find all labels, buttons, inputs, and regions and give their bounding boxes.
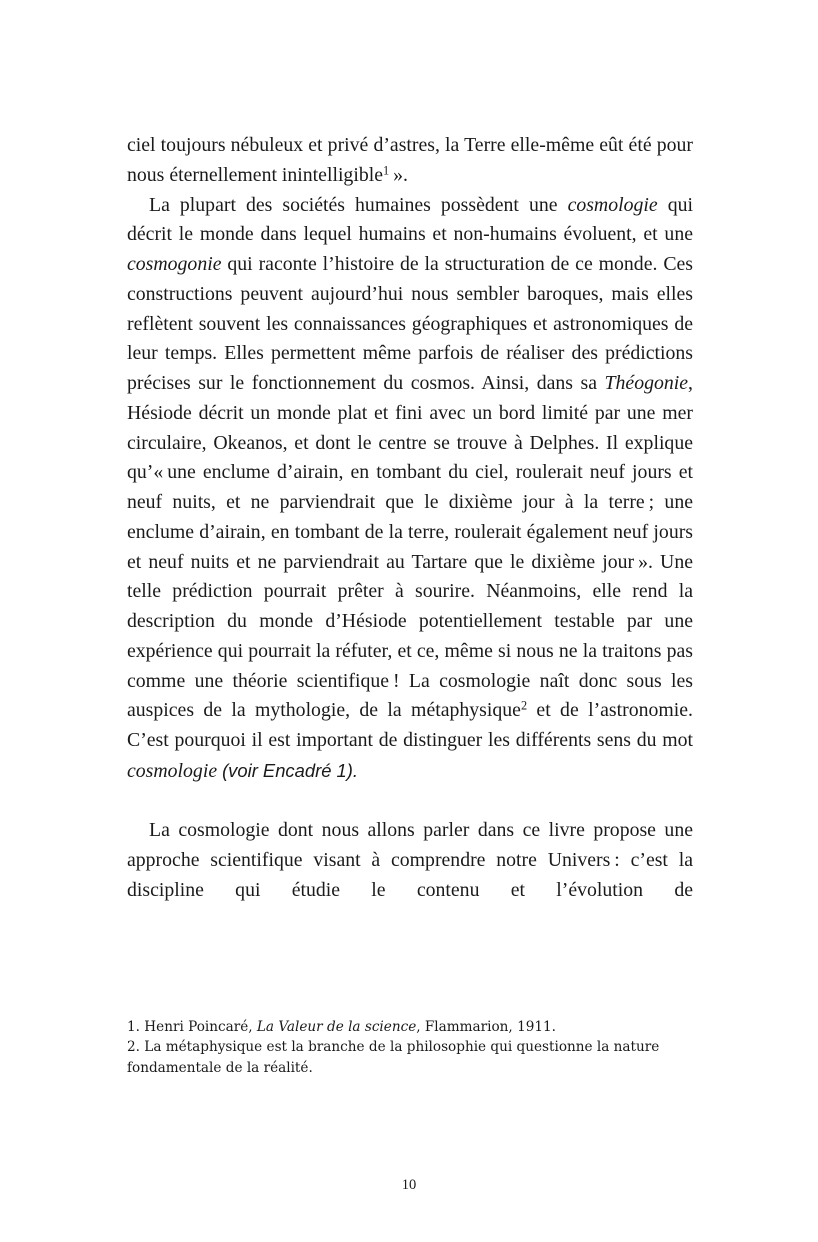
paragraph-quote-end: ciel toujours nébuleux et privé d’astres, la Terre elle-même eût été pour nous éternellement inintelligible$^1$ ». — [127, 134, 693, 186]
page-number: 10 — [401, 1177, 417, 1193]
footnote-block — [127, 1017, 693, 1078]
main-text-column — [127, 131, 693, 905]
italic-term: cosmogonie — [127, 253, 222, 275]
paragraph-livre: La cosmologie dont nous allons parler dans ce livre propose une approche scientifique visant à comprendre notre Univers : c’est la discipline qui étudie le contenu et l’évolution de — [127, 819, 693, 901]
footnote-reference[interactable]: 2 — [520, 698, 528, 713]
italic-term: cosmologie — [567, 193, 658, 216]
footnote-1: 1. Henri Poincaré, La Valeur de la science, Flammarion, 1911. — [127, 1019, 556, 1035]
italic-term: Théogonie — [604, 372, 689, 394]
cross-reference-italic: (voir Encadré 1). — [222, 759, 358, 781]
italic-term: cosmologie — [127, 759, 218, 782]
italic-term: La Valeur de la science — [256, 1019, 417, 1035]
footnote-2: 2. La métaphysique est la branche de la philosophie qui questionne la nature fondamentale de la réalité. — [127, 1039, 660, 1076]
footnote-reference[interactable]: 1 — [383, 163, 390, 178]
paragraph-cosmologie: La plupart des sociétés humaines possèdent une cosmologie qui décrit le monde dans lequel humains et non-humains évoluent, et une cosmogonie qui raconte l’histoire de la structuration de ce monde. Ces constructions peuvent aujourd’hui nous sembler baroques, mais elles reflètent souvent les connaissances géographiques et astronomiques de leur temps. Elles permettent même parfois de réaliser des prédictions précises sur le fonctionnement du cosmos. Ainsi, dans sa Théogonie, Hésiode décrit un monde plat et fini avec un bord limité par une mer circulaire, Okeanos, et dont le centre se trouve à Delphes. Il explique qu’« une enclume d’airain, en tombant du ciel, roulerait neuf jours et neuf nuits, et ne parviendrait que le dixième jour à la terre ; une enclume d’airain, en tombant de la terre, roulerait également neuf jours et neuf nuits et ne parviendrait au Tartare que le dixième jour ». Une telle prédiction pourrait prêter à sourire. Néanmoins, elle rend la description du monde d’Hésiode potentiellement testable par une expérience qui pourrait la réfuter, et ce, même si nous ne la traitons pas comme une théorie scientifique ! La cosmologie naît donc sous les auspices de la mythologie, de la métaphysique$^2$ et de l’astronomie. C’est pourquoi il est important de distinguer les différents sens du mot cosmologie (voir Encadré 1). — [127, 193, 693, 782]
